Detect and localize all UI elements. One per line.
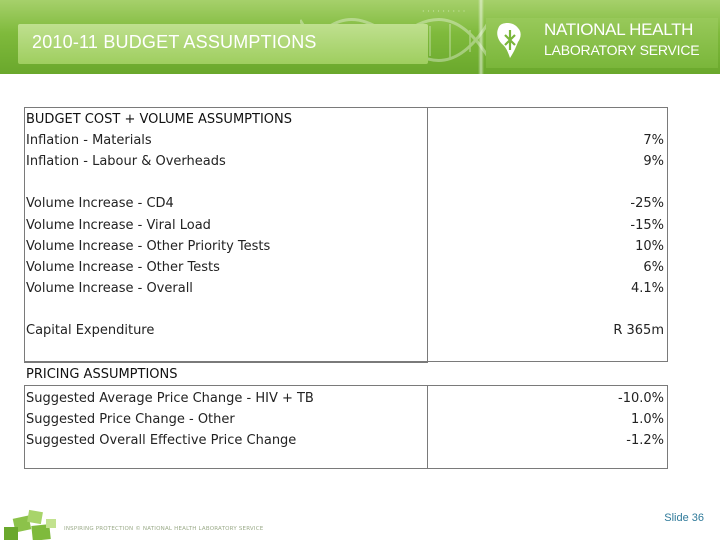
pricing-heading-divider xyxy=(24,362,428,363)
row-label: Inflation - Labour & Overheads xyxy=(26,154,226,169)
africa-logo-icon xyxy=(494,20,526,60)
row-value: -10.0% xyxy=(618,391,664,406)
row-value: -25% xyxy=(630,196,664,211)
row-value: 4.1% xyxy=(630,281,664,296)
table-row xyxy=(24,320,666,341)
row-label: Volume Increase - Overall xyxy=(26,281,193,296)
row-value: 10% xyxy=(635,239,664,254)
table-row xyxy=(24,193,666,214)
cost-volume-heading-row xyxy=(24,109,666,130)
row-label: Volume Increase - CD4 xyxy=(26,196,174,211)
table-row xyxy=(24,151,666,172)
row-value: 1.0% xyxy=(630,412,664,427)
footer-tagline: INSPIRING PROTECTION © NATIONAL HEALTH LABORATORY SERVICE xyxy=(64,526,264,532)
table-row xyxy=(24,409,666,430)
table-row xyxy=(24,130,666,151)
pricing-heading-row xyxy=(24,364,666,385)
pricing-heading: PRICING ASSUMPTIONS xyxy=(26,367,178,382)
row-label: Capital Expenditure xyxy=(26,323,155,338)
row-label: Suggested Overall Effective Price Change xyxy=(26,433,297,448)
table-row xyxy=(24,215,666,236)
row-label: Volume Increase - Other Priority Tests xyxy=(26,239,271,254)
row-value: -15% xyxy=(630,218,664,233)
green-blocks-graphic xyxy=(0,505,70,540)
row-value: 7% xyxy=(643,133,664,148)
row-value: 6% xyxy=(643,260,664,275)
row-value: -1.2% xyxy=(626,433,664,448)
slide-number: Slide 36 xyxy=(664,512,704,524)
org-name-line2: LABORATORY SERVICE xyxy=(544,42,700,58)
row-label: Inflation - Materials xyxy=(26,133,152,148)
row-value: R 365m xyxy=(613,323,664,338)
row-value: 9% xyxy=(643,154,664,169)
row-label: Suggested Average Price Change - HIV + TB xyxy=(26,391,314,406)
table-row xyxy=(24,388,666,409)
org-name-line1: NATIONAL HEALTH xyxy=(544,20,694,39)
row-label: Volume Increase - Viral Load xyxy=(26,218,211,233)
header-divider xyxy=(478,0,484,74)
row-label: Volume Increase - Other Tests xyxy=(26,260,220,275)
page-title: 2010-11 BUDGET ASSUMPTIONS xyxy=(32,32,317,52)
header-decoration: · · · · · · · · · xyxy=(422,7,466,16)
table-row xyxy=(24,430,666,451)
table-row xyxy=(24,236,666,257)
cost-volume-heading: BUDGET COST + VOLUME ASSUMPTIONS xyxy=(26,112,292,127)
row-label: Suggested Price Change - Other xyxy=(26,412,235,427)
table-row xyxy=(24,278,666,299)
table-row xyxy=(24,257,666,278)
